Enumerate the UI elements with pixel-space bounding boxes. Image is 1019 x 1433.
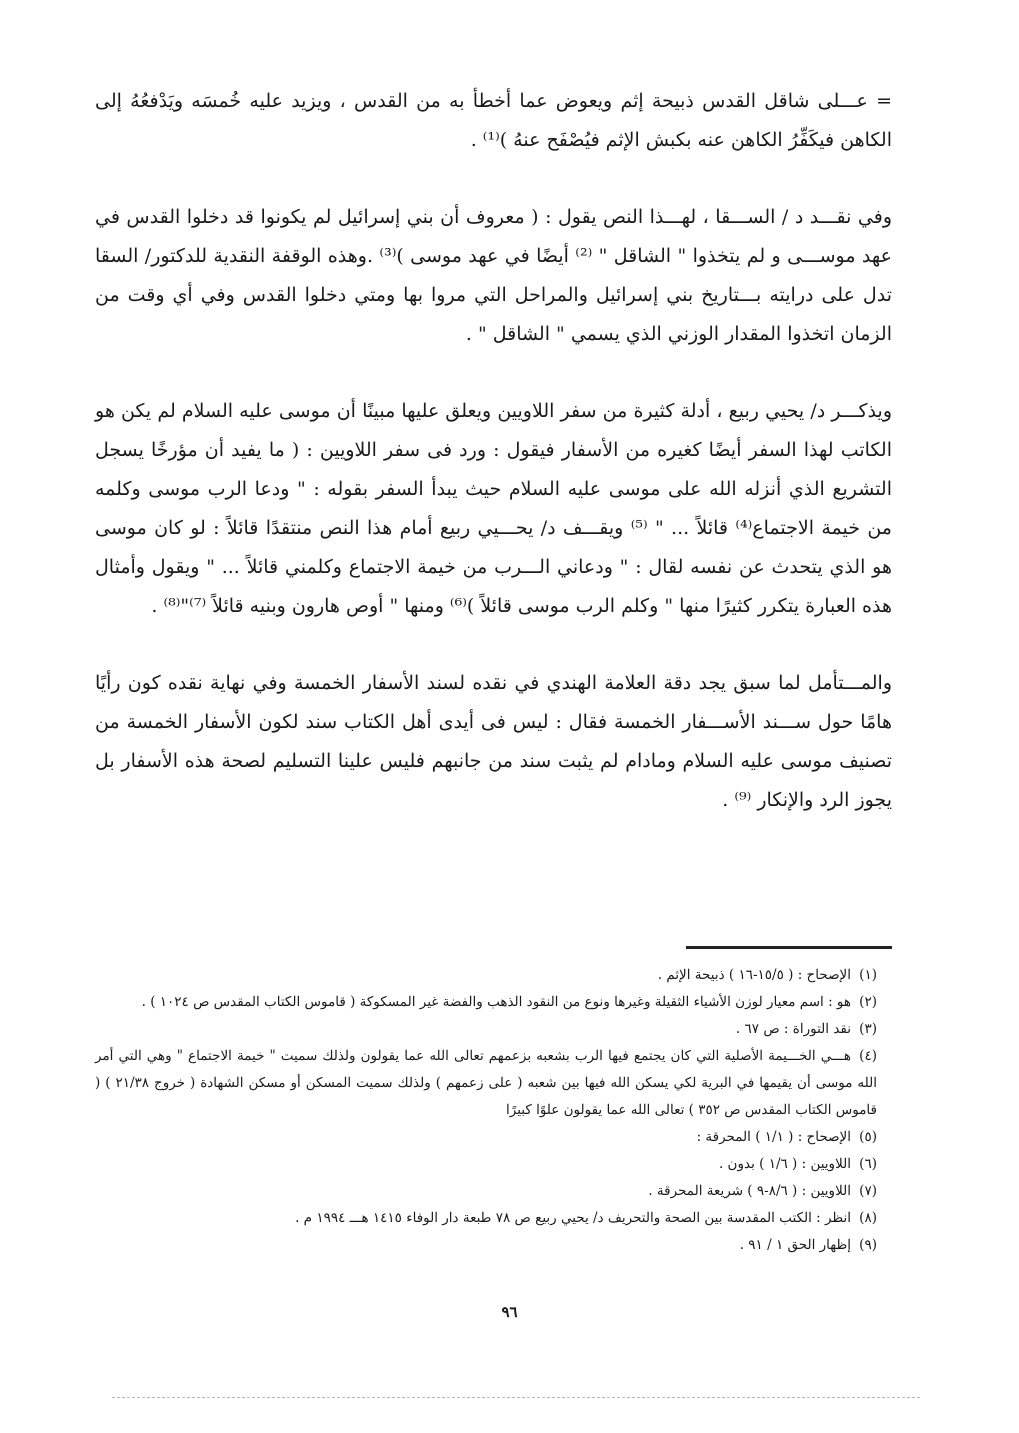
footnote-item xyxy=(95,1205,892,1232)
scan-artifact-line xyxy=(112,1397,920,1398)
footnote-text: الإصحاح : ( ١٥/٥-١٦ ) ذبيحة الإثم . xyxy=(657,967,851,983)
footnote-text: اللاويين : ( ٨/٦-٩ ) شريعة المحرقة . xyxy=(648,1183,851,1199)
paragraph-rabie-evidence: ويذكـــر د/ يحيي ربيع ، أدلة كثيرة من سفر اللاويين ويعلق عليها مبينًا أن موسى عليه السلام لم يكن هو الكاتب لهذا السفر أيضًا كغيره من الأسفار فيقول : ورد فى سفر اللاويين : ( ما يفيد أن مؤرخًا يسجل التشريع الذي أنزله الله على موسى عليه السلام حيث يبدأ السفر بقوله : " ودعا الرب موسى وكلمه من خيمة الاجتماع⁽⁴⁾ قائلاً ... " ⁽⁵⁾ ويقـــف د/ يحـــيي ربيع أمام هذا النص منتقدًا قائلاً : لو كان موسى هو الذي يتحدث عن نفسه لقال : " ودعاني الـــرب من خيمة الاجتماع وكلمني قائلاً ... " ويقول وأمثال هذه العبارة يتكرر كثيرًا منها " وكلم الرب موسى قائلاً )⁽⁶⁾ ومنها " أوص هارون وبنيه قائلاً ⁽⁷⁾"⁽⁸⁾ . xyxy=(95,400,892,617)
footnote-number: (٧) xyxy=(859,1183,877,1199)
footnote-item xyxy=(95,1043,892,1124)
paragraph-saqqa-critique: وفي نقـــد د / الســـقا ، لهـــذا النص يقول : ( معروف أن بني إسرائيل لم يكونوا قد دخلوا القدس في عهد موســـى و لم يتخذوا " الشاقل " ⁽²⁾ أيضًا في عهد موسى )⁽³⁾ .وهذه الوقفة النقدية للدكتور/ السقا تدل على درايته بـــتاريخ بني إسرائيل والمراحل التي مروا بها ومتي دخلوا القدس وفي أي وقت من الزمان اتخذوا المقدار الوزني الذي يسمي " الشاقل " . xyxy=(95,206,892,345)
footnote-number: (١) xyxy=(859,967,877,983)
footnote-item xyxy=(95,1124,892,1151)
footnote-number: (٢) xyxy=(859,994,877,1010)
footnote-text: انظر : الكتب المقدسة بين الصحة والتحريف د/ يحيي ربيع ص ٧٨ طبعة دار الوفاء ١٤١٥ هـــ ١٩٩٤ م . xyxy=(295,1210,851,1226)
footnote-item xyxy=(95,1016,892,1043)
footnote-text: هو : اسم معيار لوزن الأشياء الثقيلة وغيرها ونوع من النقود الذهب والفضة غير المسكوكة ( قاموس الكتاب المقدس ص ١٠٢٤ ) . xyxy=(141,994,851,1010)
footnote-item xyxy=(95,962,892,989)
footnote-text: هـــي الخـــيمة الأصلية التي كان يجتمع فيها الرب بشعبه بزعمهم تعالى الله عما يقولون ولذلك سميت " خيمة الاجتماع " وهي التي أمر الله موسى أن يقيمها في البرية لكي يسكن الله فيها بين شعبه ( على زعمهم ) ولذلك سميت المسكن أو مسكن الشهادة ( خروج ٢١/٣٨ ) ( قاموس الكتاب المقدس ص ٣٥٢ ) تعالى الله عما يقولون علوًا كبيرًا xyxy=(95,1048,877,1118)
footnote-text: نقد التوراة : ص ٦٧ . xyxy=(735,1021,851,1037)
footnote-number: (٥) xyxy=(859,1129,877,1145)
paragraph-continuation: = عـــلى شاقل القدس ذبيحة إثم ويعوض عما أخطأ به من القدس ، ويزيد عليه خُمسَه ويَدْفعُهُ إلى الكاهن فيكَفِّرُ الكاهن عنه بكبش الإثم فيُصْفَح عنهُ )⁽¹⁾ . xyxy=(95,90,892,151)
footnote-item xyxy=(95,1178,892,1205)
footnote-number: (٣) xyxy=(859,1021,877,1037)
footnotes-list xyxy=(95,962,892,1259)
paragraph-hindi-conclusion: والمـــتأمل لما سبق يجد دقة العلامة الهندي في نقده لسند الأسفار الخمسة وفي نهاية نقده كون رأيًا هامًا حول ســـند الأســـفار الخمسة فقال : ليس فى أيدى أهل الكتاب سند لكون الأسفار الخمسة من تصنيف موسى عليه السلام ومادام لم يثبت سند من جانبهم فليس علينا التسليم لصحة هذه الأسفار بل يجوز الرد والإنكار ⁽⁹⁾ . xyxy=(95,672,892,811)
footnote-item xyxy=(95,989,892,1016)
footnote-text: اللاويين : ( ١/٦ ) بدون . xyxy=(718,1156,851,1172)
main-text xyxy=(95,82,892,820)
footnote-item xyxy=(95,1232,892,1259)
footnote-number: (٨) xyxy=(859,1210,877,1226)
footnote-text: الإصحاح : ( ١/١ ) المحرقة : xyxy=(696,1129,851,1145)
footnote-item xyxy=(95,1151,892,1178)
footnote-number: (٩) xyxy=(859,1237,877,1253)
footnote-separator xyxy=(686,946,892,949)
footnote-text: إظهار الحق ١ / ٩١ . xyxy=(739,1237,851,1253)
footnote-number: (٤) xyxy=(859,1048,877,1064)
page-number: ٩٦ xyxy=(501,1303,518,1321)
footnote-number: (٦) xyxy=(859,1156,877,1172)
